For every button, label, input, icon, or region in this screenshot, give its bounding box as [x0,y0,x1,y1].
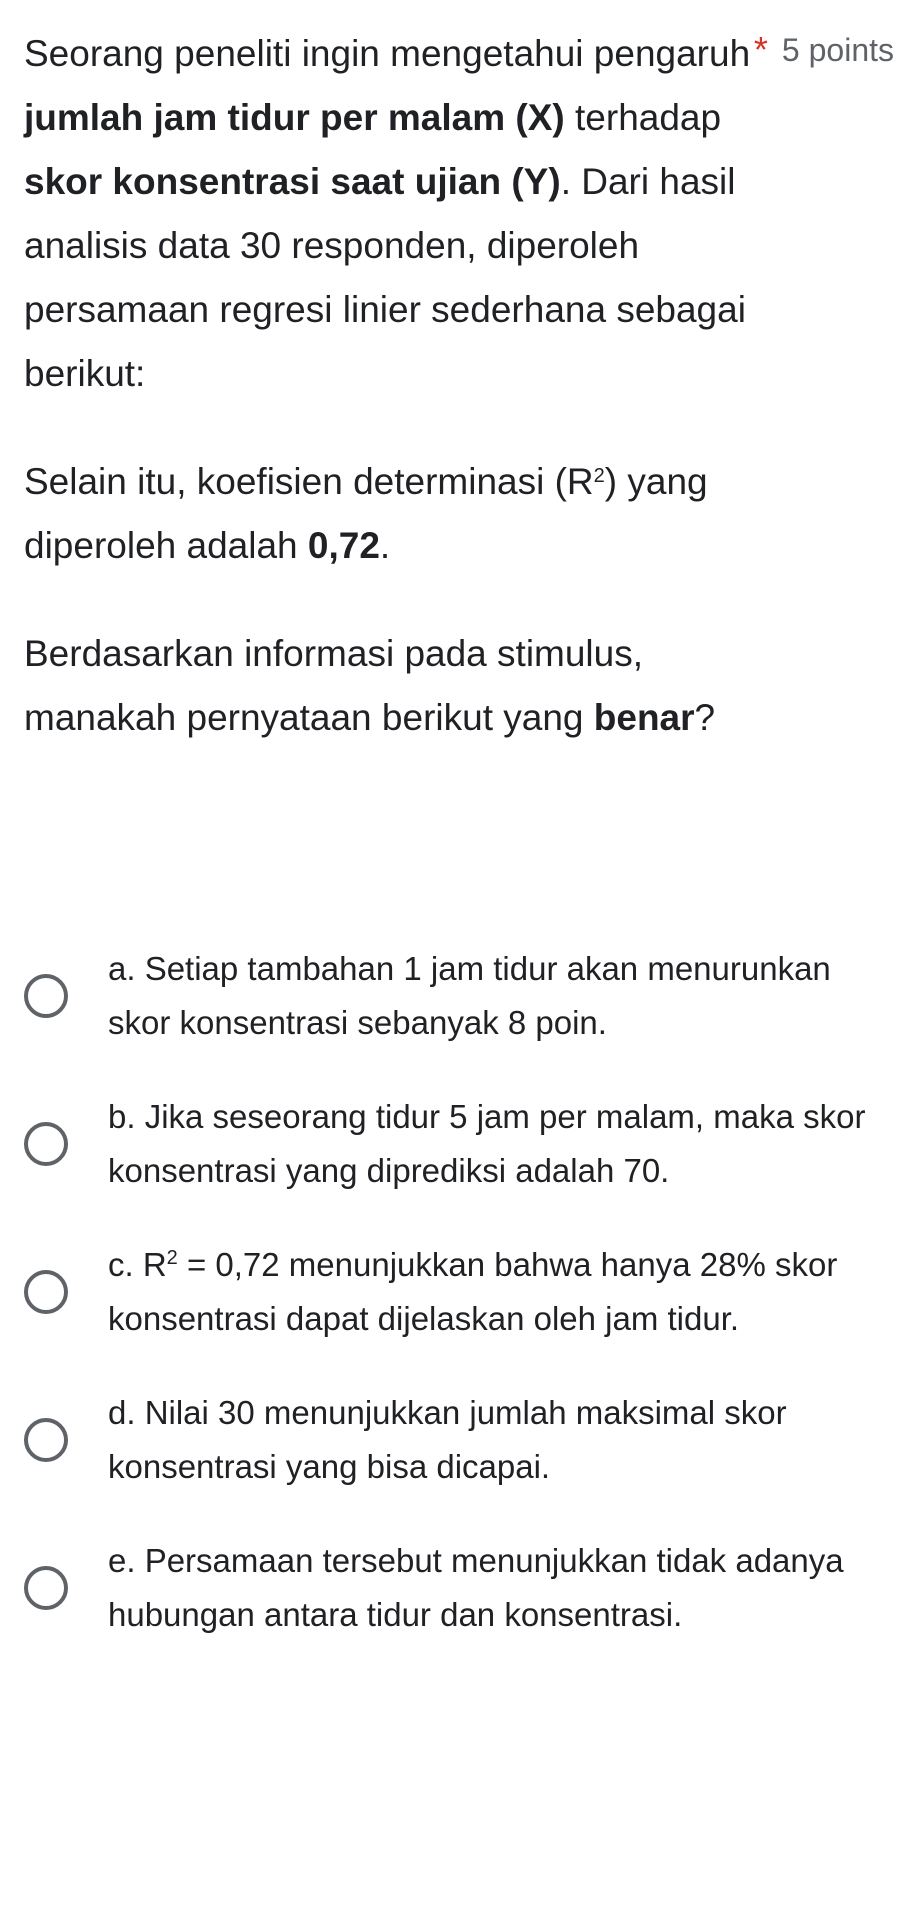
intro-text-3: . Dari hasil analisis data 30 responden, diperoleh persamaan regresi linier sederhana sebagai berikut: [24,161,746,394]
question-text [24,22,764,750]
question-meta [753,29,894,70]
r2-text-1: Selain itu, koefisien determinasi (R [24,461,594,502]
option-a[interactable] [24,942,894,1050]
r2-value: 0,72 [307,525,380,566]
radio-button-d[interactable] [24,1418,68,1462]
variable-x-label: jumlah jam tidur per malam (X) [24,97,565,138]
option-d[interactable] [24,1386,894,1494]
prompt-text-2: ? [694,697,716,738]
answer-options [24,942,894,1682]
option-c[interactable] [24,1238,894,1346]
variable-y-label: skor konsentrasi saat ujian (Y) [24,161,561,202]
option-b[interactable] [24,1090,894,1198]
prompt-emphasis: benar [593,697,695,738]
option-e-label[interactable]: e. Persamaan tersebut menunjukkan tidak adanya hubungan antara tidur dan konsentrasi. [108,1542,844,1633]
question-paragraph-intro [24,22,764,406]
question-paragraph-prompt [24,622,764,750]
points-label: 5 points [781,32,894,68]
radio-button-b[interactable] [24,1122,68,1166]
option-d-label[interactable]: d. Nilai 30 menunjukkan jumlah maksimal skor konsentrasi yang bisa dicapai. [108,1394,787,1485]
option-a-label[interactable]: a. Setiap tambahan 1 jam tidur akan menurunkan skor konsentrasi sebanyak 8 poin. [108,950,831,1041]
question-header [24,22,894,750]
r2-text-3: . [379,525,391,566]
intro-text-1: Seorang peneliti ingin mengetahui pengaruh [24,33,751,74]
radio-button-e[interactable] [24,1566,68,1610]
option-b-label[interactable]: b. Jika seseorang tidur 5 jam per malam, maka skor konsentrasi yang diprediksi adalah 70. [108,1098,866,1189]
option-c-text-1: c. R [108,1246,167,1283]
intro-text-2: terhadap [564,97,722,138]
paragraph-gap [24,406,764,450]
required-asterisk: * [753,29,768,70]
option-c-label[interactable] [108,1238,878,1346]
radio-button-c[interactable] [24,1270,68,1314]
option-c-text-2: = 0,72 menunjukkan bahwa hanya 28% skor konsentrasi dapat dijelaskan oleh jam tidur. [108,1246,838,1337]
r2-text-2: ) yang diperoleh adalah [24,461,708,566]
question-paragraph-r2 [24,450,764,578]
prompt-text-1: Berdasarkan informasi pada stimulus, manakah pernyataan berikut yang [24,633,644,738]
r2-superscript: 2 [593,465,605,487]
paragraph-gap [24,578,764,622]
option-c-superscript: 2 [166,1247,178,1269]
radio-button-a[interactable] [24,974,68,1018]
option-e[interactable] [24,1534,894,1642]
